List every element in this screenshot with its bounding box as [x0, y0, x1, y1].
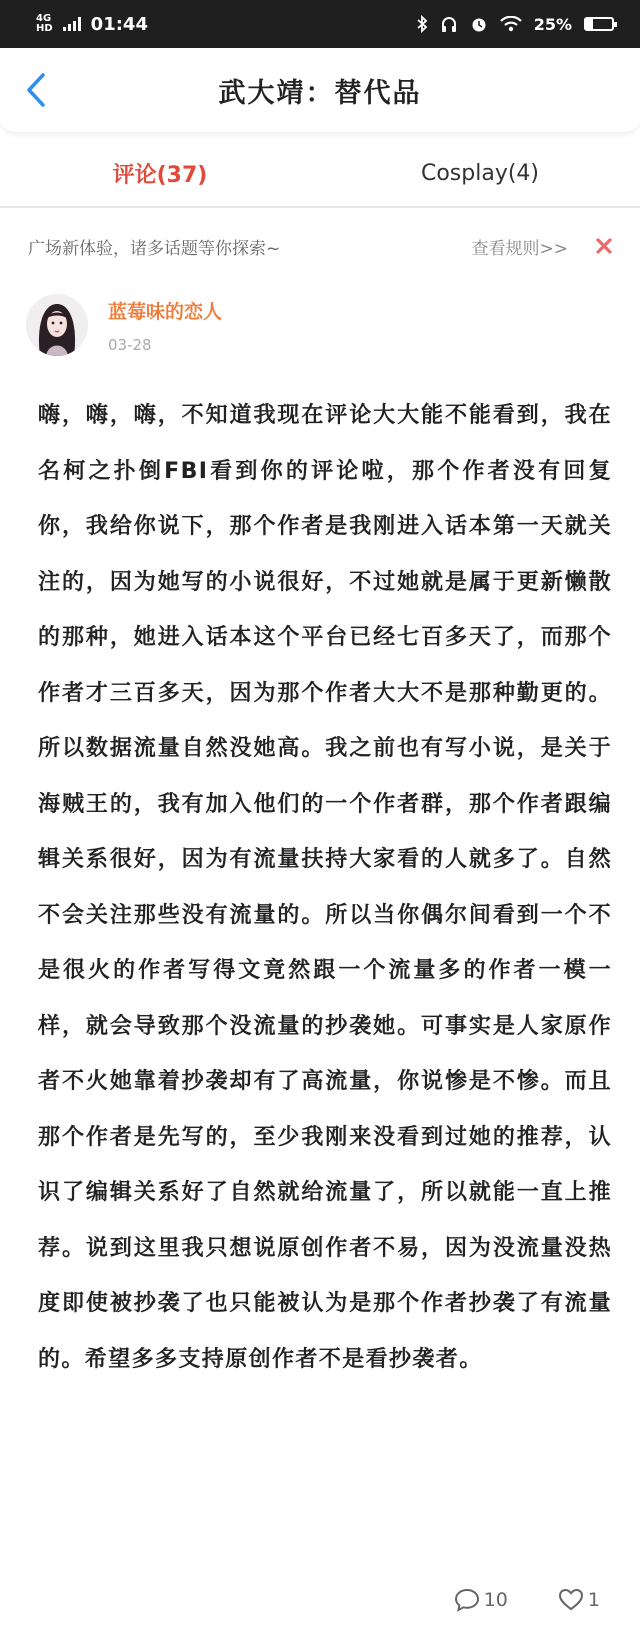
comment-author [26, 294, 222, 356]
avatar-image [26, 294, 88, 356]
signal-icon [63, 17, 81, 31]
tab-comments[interactable]: 评论(37) [112, 162, 208, 188]
chevron-left-icon [25, 72, 47, 108]
reply-button[interactable] [454, 1588, 508, 1612]
tab-bar [0, 140, 640, 208]
comment-bubble-icon [454, 1588, 480, 1612]
page-title: 武大靖：替代品 [218, 77, 422, 109]
network-type: 4G [36, 13, 52, 24]
status-right [416, 15, 614, 34]
comment-date: 03-28 [108, 335, 152, 354]
alarm-icon [470, 15, 488, 33]
comment-actions [454, 1588, 600, 1612]
status-time: 01:44 [90, 13, 148, 35]
battery-fill [586, 19, 593, 29]
bluetooth-icon [416, 15, 428, 33]
close-icon[interactable] [594, 236, 614, 256]
author-meta [108, 297, 222, 354]
reply-count: 10 [483, 1589, 508, 1611]
headphones-icon [440, 15, 458, 33]
status-left [36, 14, 148, 35]
back-button[interactable] [16, 68, 56, 112]
view-rules-link[interactable]: 查看规则>> [471, 238, 568, 259]
network-indicator [36, 14, 53, 34]
battery-percent: 25% [533, 14, 572, 34]
notice-text: 广场新体验，诸多话题等你探索~ [28, 238, 281, 259]
comment-body: 嗨，嗨，嗨，不知道我现在评论大大能不能看到，我在名柯之扑倒FBI看到你的评论啦，那个作者没有回复你，我给你说下，那个作者是我刚进入话本第一天就关注的，因为她写的小说很好，不过她就是属于更新懒散的那种，她进入话本这个平台已经七百多天了，而那个作者才三百多天，因为那个作者大大不是那种勤更的。所以数据流量自然没她高。我之前也有写小说，是关于海贼王的，我有加入他们的一个作者群，那个作者跟编辑关系很好，因为有流量扶持大家看的人就多了。自然不会关注那些没有流量的。所以当你偶尔间看到一个不是很火的作者写得文竟然跟一个流量多的作者一模一样，就会导致那个没流量的抄袭她。可事实是人家原作者不火她靠着抄袭却有了高流量，你说惨是不惨。而且那个作者是先写的，至少我刚来没看到过她的推荐，认识了编辑关系好了自然就给流量了，所以就能一直上推荐。说到这里我只想说原创作者不易，因为没流量没热度即使被抄袭了也只能被认为是那个作者抄袭了有流量的。希望多多支持原创作者不是看抄袭者。 [38, 403, 612, 1372]
author-name[interactable]: 蓝莓味的恋人 [108, 300, 223, 323]
notice-bar [0, 226, 640, 266]
heart-icon [558, 1588, 584, 1612]
network-sub: HD [36, 23, 53, 34]
like-button[interactable] [558, 1588, 600, 1612]
wifi-icon [500, 16, 522, 32]
tab-cosplay[interactable]: Cosplay(4) [420, 160, 540, 186]
avatar[interactable] [26, 294, 88, 356]
battery-icon [584, 17, 614, 31]
like-count: 1 [587, 1589, 600, 1611]
page-header [0, 48, 640, 132]
status-bar [0, 0, 640, 48]
